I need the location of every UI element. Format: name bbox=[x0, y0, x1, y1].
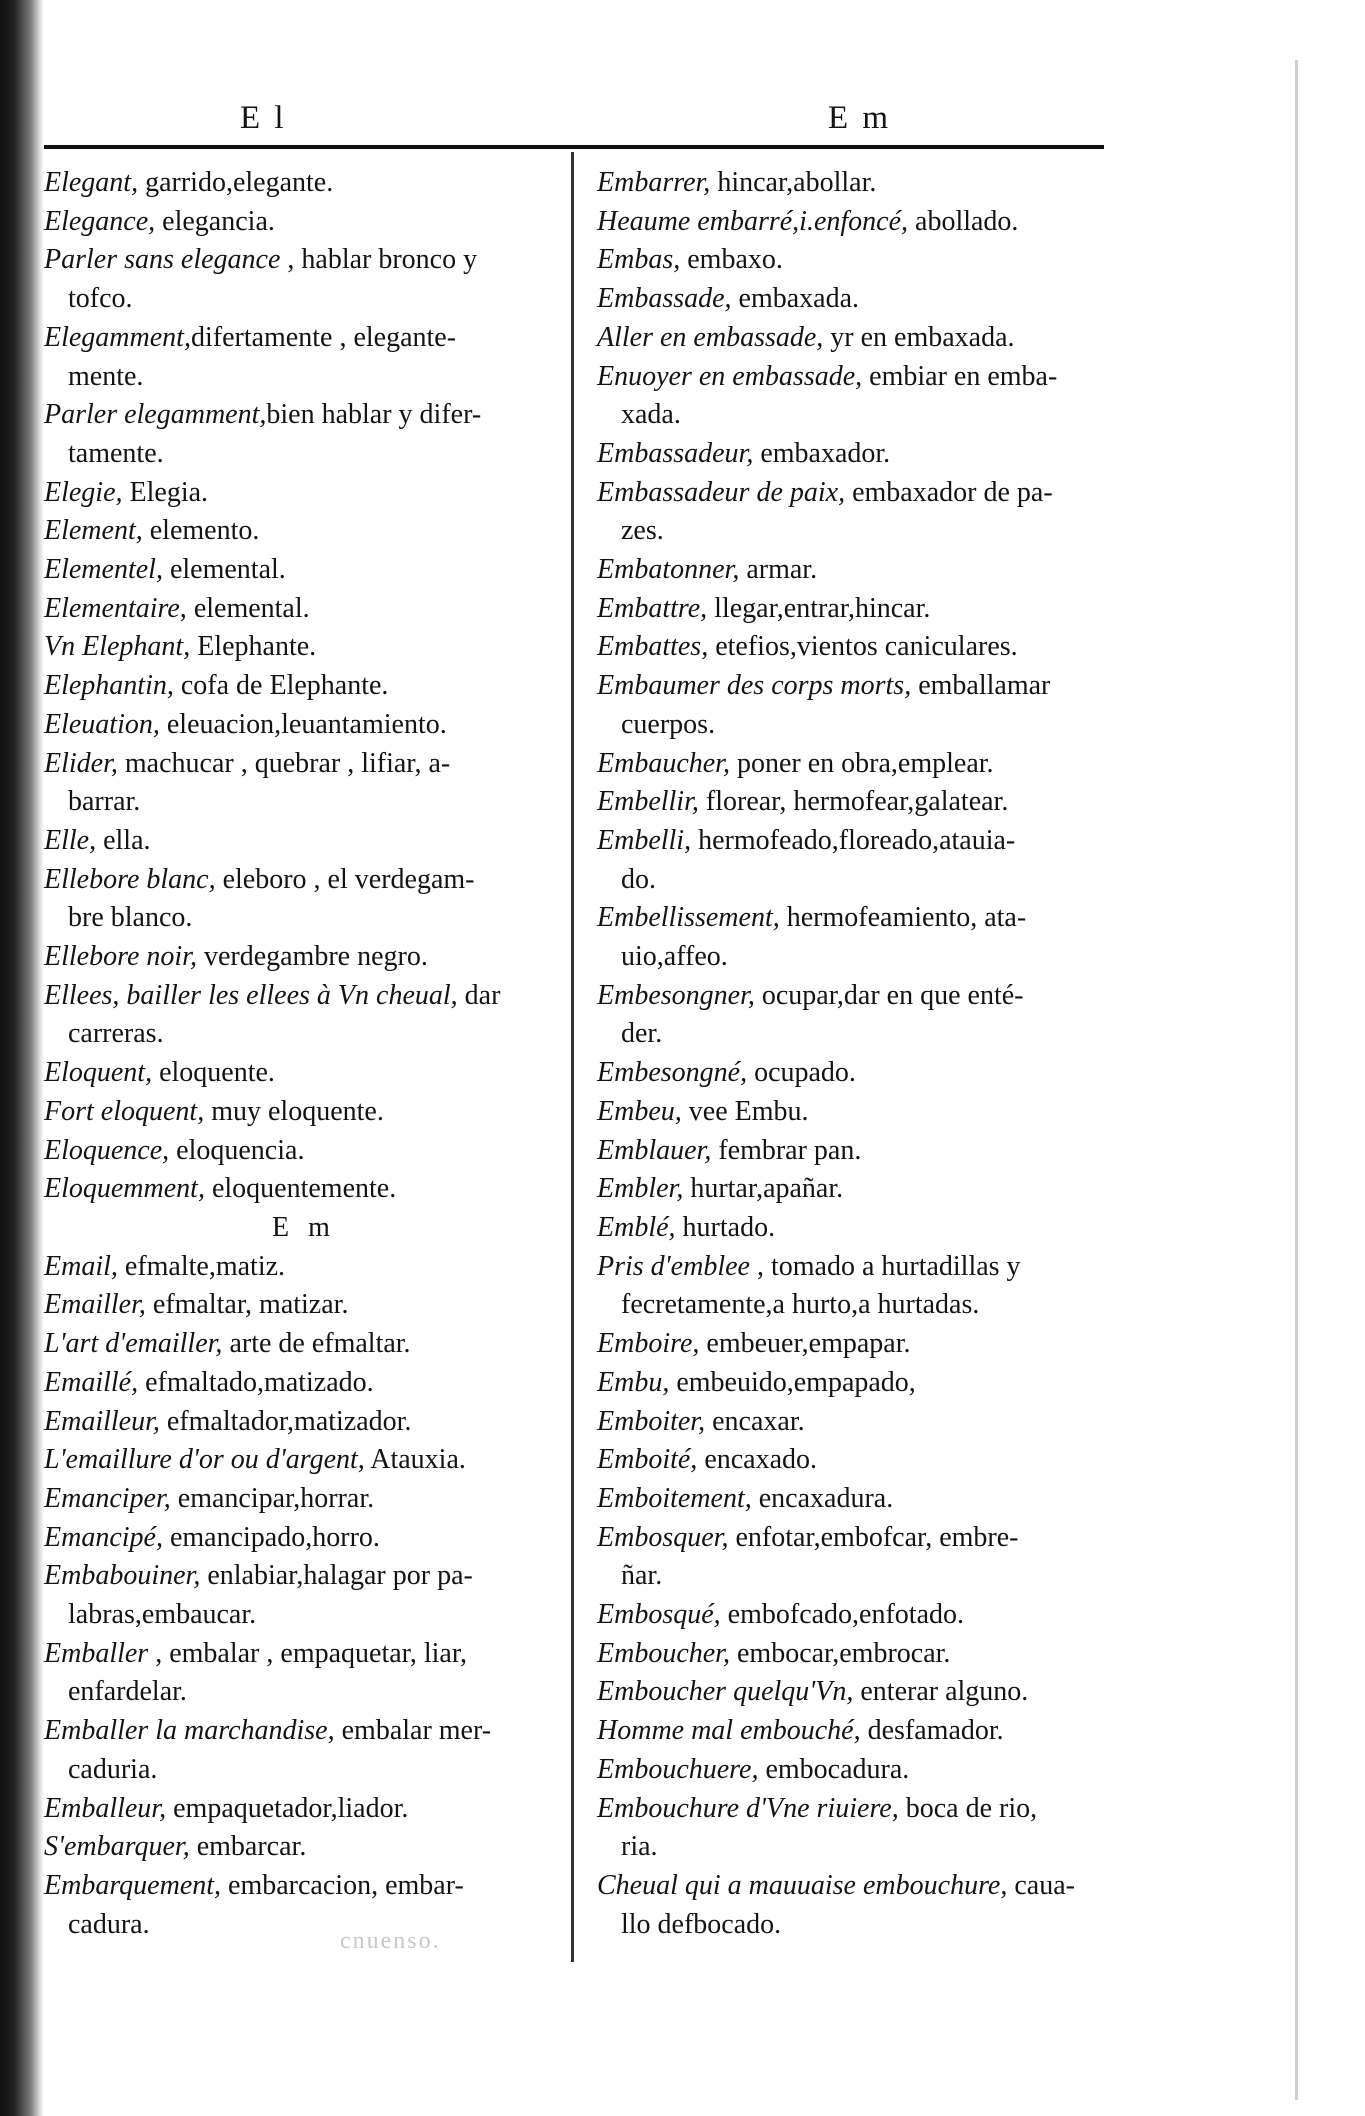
entry-spanish-translation: embaxada. bbox=[731, 283, 860, 315]
entry-french-headword: Element, bbox=[44, 515, 143, 547]
entry-french-headword: Emboité, bbox=[597, 1444, 698, 1476]
dictionary-entry bbox=[44, 1054, 564, 1093]
dictionary-entry bbox=[597, 241, 1142, 280]
entry-french-headword: Embler, bbox=[597, 1173, 684, 1205]
entry-french-headword: Emblauer, bbox=[597, 1134, 712, 1166]
entry-french-headword: Elementaire, bbox=[44, 592, 187, 624]
entry-continuation: cadura. bbox=[68, 1908, 150, 1940]
entry-continuation: uio,affeo. bbox=[621, 941, 728, 973]
bleed-through-text: cnuenso. bbox=[340, 1928, 441, 1954]
entry-french-headword: Embassade, bbox=[597, 283, 732, 315]
entry-french-headword: Elegant, bbox=[44, 167, 139, 198]
dictionary-entry bbox=[597, 783, 1142, 822]
entry-continuation: bre blanco. bbox=[68, 902, 193, 934]
dictionary-entry bbox=[44, 1170, 564, 1209]
dictionary-entry bbox=[44, 628, 564, 667]
entry-spanish-translation: emancipar,horrar. bbox=[170, 1482, 375, 1514]
entry-spanish-translation: difertamente , elegante- bbox=[190, 321, 457, 353]
entry-french-headword: Emancipé, bbox=[44, 1521, 163, 1553]
entry-spanish-translation: embeuer,empapar. bbox=[699, 1328, 911, 1360]
entry-spanish-translation: efmalte,matiz. bbox=[117, 1250, 286, 1282]
entry-continuation: labras,embaucar. bbox=[68, 1599, 257, 1631]
entry-spanish-translation: embeuido,empapado, bbox=[669, 1366, 916, 1398]
dictionary-entry bbox=[44, 396, 564, 473]
dictionary-entry bbox=[597, 1403, 1142, 1442]
entry-french-headword: Embeu, bbox=[597, 1095, 682, 1127]
entry-french-headword: Elegie, bbox=[44, 476, 123, 508]
entry-continuation: barrar. bbox=[68, 786, 141, 818]
entry-french-headword: Eloquence, bbox=[44, 1134, 170, 1166]
entry-french-headword: Eloquemment, bbox=[44, 1173, 205, 1205]
dictionary-entry bbox=[597, 1093, 1142, 1132]
dictionary-entry bbox=[44, 1828, 564, 1867]
entry-french-headword: Emboitement, bbox=[597, 1482, 752, 1514]
dictionary-entry bbox=[44, 512, 564, 551]
dictionary-entry bbox=[597, 628, 1142, 667]
dictionary-entry bbox=[597, 474, 1142, 551]
entry-spanish-translation: dar bbox=[457, 979, 501, 1011]
entry-continuation: der. bbox=[621, 1018, 663, 1050]
dictionary-entry bbox=[597, 1751, 1142, 1790]
entry-spanish-translation: embofcado,enfotado. bbox=[720, 1599, 965, 1631]
dictionary-entry bbox=[44, 1248, 564, 1287]
dictionary-entry bbox=[44, 1480, 564, 1519]
dictionary-entry bbox=[44, 745, 564, 822]
entry-spanish-translation: enterar alguno. bbox=[853, 1676, 1029, 1708]
dictionary-entry bbox=[44, 319, 564, 396]
dictionary-entry bbox=[597, 164, 1142, 203]
entry-french-headword: Ellees, bailler les ellees à Vn cheual, bbox=[44, 979, 458, 1011]
entry-french-headword: Emblé, bbox=[597, 1211, 676, 1243]
entry-french-headword: Enuoyer en embassade, bbox=[597, 360, 863, 392]
entry-french-headword: Embaumer des corps morts, bbox=[597, 670, 912, 702]
running-head-left: E l bbox=[240, 100, 287, 136]
entry-french-headword: Embabouiner, bbox=[44, 1560, 201, 1592]
entry-french-headword: Embosqué, bbox=[597, 1599, 721, 1631]
entry-spanish-translation: poner en obra,emplear. bbox=[729, 747, 994, 779]
entry-french-headword: Fort eloquent, bbox=[44, 1095, 205, 1127]
entry-french-headword: Homme mal embouché, bbox=[597, 1715, 861, 1747]
entry-spanish-translation: hincar,abollar. bbox=[710, 167, 877, 198]
entry-french-headword: Ellebore noir, bbox=[44, 941, 197, 973]
dictionary-entry bbox=[44, 1867, 564, 1944]
entry-spanish-translation: hurtar,apañar. bbox=[683, 1173, 844, 1205]
entry-french-headword: Elle, bbox=[44, 824, 97, 856]
entry-spanish-translation: hermofeamiento, ata- bbox=[779, 902, 1027, 934]
entry-spanish-translation: elemental. bbox=[162, 554, 286, 586]
dictionary-entry bbox=[44, 822, 564, 861]
right-column bbox=[597, 164, 1142, 1944]
dictionary-entry bbox=[597, 551, 1142, 590]
dictionary-entry bbox=[597, 899, 1142, 976]
entry-continuation: fecretamente,a hurto,a hurtadas. bbox=[621, 1289, 980, 1321]
entry-continuation: ria. bbox=[621, 1831, 658, 1863]
entry-french-headword: Aller en embassade, bbox=[597, 321, 824, 353]
dictionary-entry bbox=[44, 1712, 564, 1789]
entry-french-headword: L'emaillure d'or ou d'argent, bbox=[44, 1444, 365, 1476]
entry-spanish-translation: elemento. bbox=[142, 515, 260, 547]
entry-spanish-translation: florear, hermofear,galatear. bbox=[698, 786, 1009, 818]
book-spine-shadow bbox=[0, 0, 44, 2116]
entry-spanish-translation: Elegia. bbox=[122, 476, 209, 508]
entry-french-headword: Embellir, bbox=[597, 786, 699, 818]
entry-spanish-translation: , tomado a hurtadillas y bbox=[749, 1250, 1021, 1282]
dictionary-entry bbox=[44, 1403, 564, 1442]
entry-spanish-translation: embarcar. bbox=[189, 1831, 307, 1863]
entry-french-headword: Emaillé, bbox=[44, 1366, 139, 1398]
dictionary-entry bbox=[44, 1790, 564, 1829]
dictionary-entry bbox=[44, 1093, 564, 1132]
entry-spanish-translation: caua- bbox=[1007, 1869, 1075, 1901]
dictionary-entry bbox=[597, 1170, 1142, 1209]
entry-french-headword: Elider, bbox=[44, 747, 118, 779]
entry-french-headword: Embesongner, bbox=[597, 979, 755, 1011]
entry-spanish-translation: efmaltado,matizado. bbox=[138, 1366, 374, 1398]
entry-spanish-translation: efmaltador,matizador. bbox=[159, 1405, 412, 1437]
dictionary-entry bbox=[44, 241, 564, 318]
entry-continuation: mente. bbox=[68, 360, 144, 392]
dictionary-entry bbox=[44, 590, 564, 629]
column-divider bbox=[571, 152, 574, 1962]
entry-spanish-translation: eloquentemente. bbox=[204, 1173, 397, 1205]
entry-spanish-translation: bien hablar y difer- bbox=[266, 399, 482, 431]
entry-spanish-translation: arte de efmaltar. bbox=[222, 1328, 411, 1360]
entry-french-headword: Elegamment, bbox=[44, 321, 191, 353]
entry-spanish-translation: muy eloquente. bbox=[204, 1095, 384, 1127]
dictionary-entry bbox=[597, 358, 1142, 435]
entry-spanish-translation: elemental. bbox=[186, 592, 310, 624]
entry-french-headword: Elegance, bbox=[44, 205, 156, 237]
dictionary-entry bbox=[597, 1441, 1142, 1480]
dictionary-entry bbox=[44, 1132, 564, 1171]
entry-spanish-translation: embocar,embrocar. bbox=[729, 1637, 951, 1669]
entry-spanish-translation: embaxador de pa- bbox=[845, 476, 1053, 508]
entry-spanish-translation: vee Embu. bbox=[681, 1095, 809, 1127]
entry-spanish-translation: encaxadura. bbox=[751, 1482, 894, 1514]
entry-spanish-translation: yr en embaxada. bbox=[823, 321, 1015, 353]
entry-spanish-translation: , hablar bronco y bbox=[280, 244, 478, 276]
entry-french-headword: Embattre, bbox=[597, 592, 708, 624]
dictionary-entry bbox=[597, 745, 1142, 784]
entry-french-headword: Parler elegamment, bbox=[44, 399, 267, 431]
dictionary-entry bbox=[597, 1519, 1142, 1596]
dictionary-entry bbox=[44, 861, 564, 938]
entry-spanish-translation: Atauxia. bbox=[364, 1444, 466, 1476]
entry-spanish-translation: armar. bbox=[739, 554, 818, 586]
entry-spanish-translation: eleuacion,leuantamiento. bbox=[159, 708, 447, 740]
entry-spanish-translation: embaxador. bbox=[753, 437, 891, 469]
entry-french-headword: Emailleur, bbox=[44, 1405, 160, 1437]
entry-spanish-translation: eloquente. bbox=[152, 1057, 275, 1089]
entry-continuation: zes. bbox=[621, 515, 664, 547]
entry-spanish-translation: desfamador. bbox=[860, 1715, 1004, 1747]
dictionary-entry bbox=[44, 1441, 564, 1480]
entry-french-headword: Vn Elephant, bbox=[44, 631, 191, 663]
entry-french-headword: Embelli, bbox=[597, 824, 692, 856]
entry-french-headword: Emboucher, bbox=[597, 1637, 730, 1669]
entry-continuation: ñar. bbox=[621, 1560, 663, 1592]
entry-french-headword: Emballer la marchandise, bbox=[44, 1715, 335, 1747]
entry-spanish-translation: embocadura. bbox=[758, 1753, 910, 1785]
entry-spanish-translation: hermofeado,floreado,atauia- bbox=[691, 824, 1016, 856]
entry-french-headword: Emballeur, bbox=[44, 1792, 167, 1824]
entry-french-headword: Eloquent, bbox=[44, 1057, 153, 1089]
dictionary-entry bbox=[597, 319, 1142, 358]
entry-spanish-translation: machucar , quebrar , lifiar, a- bbox=[117, 747, 451, 779]
entry-spanish-translation: embarcacion, embar- bbox=[221, 1869, 464, 1901]
entry-spanish-translation: eloquencia. bbox=[169, 1134, 305, 1166]
section-heading: E m bbox=[272, 1211, 336, 1243]
entry-continuation: llo defbocado. bbox=[621, 1908, 782, 1940]
dictionary-entry bbox=[597, 1364, 1142, 1403]
entry-spanish-translation: emballamar bbox=[911, 670, 1051, 702]
entry-spanish-translation: emancipado,horro. bbox=[162, 1521, 380, 1553]
entry-french-headword: L'art d'emailler, bbox=[44, 1328, 223, 1360]
entry-french-headword: Embouchuere, bbox=[597, 1753, 759, 1785]
entry-spanish-translation: , embalar , empaquetar, liar, bbox=[148, 1637, 468, 1669]
entry-spanish-translation: embaxo. bbox=[680, 244, 783, 276]
entry-spanish-translation: enlabiar,halagar por pa- bbox=[200, 1560, 473, 1592]
entry-french-headword: Cheual qui a mauuaise embouchure, bbox=[597, 1869, 1008, 1901]
dictionary-entry bbox=[44, 1364, 564, 1403]
dictionary-entry bbox=[597, 1635, 1142, 1674]
entry-french-headword: Elementel, bbox=[44, 554, 163, 586]
entry-spanish-translation: encaxado. bbox=[697, 1444, 818, 1476]
entry-spanish-translation: verdegambre negro. bbox=[196, 941, 428, 973]
entry-french-headword: Embaucher, bbox=[597, 747, 730, 779]
entry-spanish-translation: embalar mer- bbox=[334, 1715, 492, 1747]
dictionary-entry bbox=[44, 474, 564, 513]
dictionary-entry bbox=[597, 203, 1142, 242]
dictionary-entry bbox=[597, 667, 1142, 744]
dictionary-entry bbox=[44, 938, 564, 977]
entry-french-headword: Embassadeur, bbox=[597, 437, 754, 469]
header-rule bbox=[44, 145, 1104, 149]
dictionary-entry bbox=[597, 977, 1142, 1054]
entry-french-headword: Embas, bbox=[597, 244, 681, 276]
entry-french-headword: Embassadeur de paix, bbox=[597, 476, 846, 508]
entry-french-headword: Heaume embarré,i.enfoncé, bbox=[597, 205, 909, 237]
entry-spanish-translation: llegar,entrar,hincar. bbox=[707, 592, 931, 624]
entry-spanish-translation: embiar en emba- bbox=[862, 360, 1058, 392]
entry-spanish-translation: hurtado. bbox=[675, 1211, 776, 1243]
entry-french-headword: Emanciper, bbox=[44, 1482, 171, 1514]
dictionary-entry bbox=[44, 1286, 564, 1325]
entry-spanish-translation: fembrar pan. bbox=[711, 1134, 862, 1166]
entry-french-headword: Pris d'emblee bbox=[597, 1250, 750, 1282]
entry-french-headword: Emailler, bbox=[44, 1289, 146, 1321]
dictionary-entry bbox=[44, 203, 564, 242]
entry-french-headword: Emboiter, bbox=[597, 1405, 706, 1437]
entry-french-headword: Emboire, bbox=[597, 1328, 700, 1360]
entry-french-headword: S'embarquer, bbox=[44, 1831, 190, 1863]
dictionary-entry bbox=[597, 1248, 1142, 1325]
dictionary-entry bbox=[597, 1209, 1142, 1248]
dictionary-entry bbox=[597, 1054, 1142, 1093]
dictionary-entry bbox=[44, 164, 564, 203]
entry-french-headword: Emboucher quelqu'Vn, bbox=[597, 1676, 854, 1708]
entry-continuation: enfardelar. bbox=[68, 1676, 187, 1708]
entry-spanish-translation: efmaltar, matizar. bbox=[145, 1289, 349, 1321]
entry-french-headword: Embarquement, bbox=[44, 1869, 222, 1901]
entry-french-headword: Embattes, bbox=[597, 631, 709, 663]
dictionary-entry bbox=[597, 280, 1142, 319]
entry-french-headword: Embouchure d'Vne riuiere, bbox=[597, 1792, 899, 1824]
entry-spanish-translation: ocupar,dar en que enté- bbox=[754, 979, 1024, 1011]
dictionary-entry bbox=[597, 1596, 1142, 1635]
entry-spanish-translation: boca de rio, bbox=[898, 1792, 1038, 1824]
dictionary-entry bbox=[44, 706, 564, 745]
dictionary-entry bbox=[44, 1635, 564, 1712]
running-head-right: E m bbox=[828, 100, 892, 136]
entry-french-headword: Emballer bbox=[44, 1637, 149, 1669]
left-column bbox=[44, 164, 564, 1944]
entry-spanish-translation: elegancia. bbox=[155, 205, 275, 237]
dictionary-entry bbox=[44, 1557, 564, 1634]
entry-french-headword: Ellebore blanc, bbox=[44, 863, 216, 895]
entry-spanish-translation: encaxar. bbox=[705, 1405, 805, 1437]
entry-french-headword: Embatonner, bbox=[597, 554, 740, 586]
entry-spanish-translation: enfotar,embofcar, embre- bbox=[728, 1521, 1019, 1553]
entry-french-headword: Embellissement, bbox=[597, 902, 780, 934]
entry-french-headword: Email, bbox=[44, 1250, 118, 1282]
entry-french-headword: Embosquer, bbox=[597, 1521, 729, 1553]
dictionary-entry bbox=[597, 1673, 1142, 1712]
entry-spanish-translation: garrido,elegante. bbox=[138, 167, 334, 198]
entry-spanish-translation: eleboro , el verdegam- bbox=[215, 863, 475, 895]
dictionary-entry bbox=[44, 1325, 564, 1364]
dictionary-entry bbox=[597, 822, 1142, 899]
entry-french-headword: Eleuation, bbox=[44, 708, 160, 740]
entry-continuation: tamente. bbox=[68, 437, 164, 469]
entry-spanish-translation: etefios,vientos caniculares. bbox=[708, 631, 1018, 663]
page-edge bbox=[1295, 60, 1298, 2100]
entry-continuation: tofco. bbox=[68, 283, 133, 315]
entry-spanish-translation: Elephante. bbox=[190, 631, 317, 663]
dictionary-entry bbox=[597, 590, 1142, 629]
entry-spanish-translation: ocupado. bbox=[747, 1057, 856, 1089]
entry-french-headword: Embu, bbox=[597, 1366, 670, 1398]
dictionary-entry bbox=[597, 1712, 1142, 1751]
entry-french-headword: Embarrer, bbox=[597, 167, 711, 198]
dictionary-entry bbox=[597, 1480, 1142, 1519]
dictionary-entry bbox=[44, 667, 564, 706]
dictionary-entry bbox=[44, 551, 564, 590]
entry-continuation: xada. bbox=[621, 399, 681, 431]
entry-french-headword: Elephantin, bbox=[44, 670, 174, 702]
entry-spanish-translation: ella. bbox=[96, 824, 151, 856]
entry-spanish-translation: abollado. bbox=[908, 205, 1019, 237]
entry-spanish-translation: empaquetador,liador. bbox=[166, 1792, 409, 1824]
entry-french-headword: Parler sans elegance bbox=[44, 244, 281, 276]
dictionary-entry bbox=[597, 1790, 1142, 1867]
dictionary-entry bbox=[597, 435, 1142, 474]
entry-french-headword: Embesongné, bbox=[597, 1057, 748, 1089]
entry-continuation: cuerpos. bbox=[621, 708, 716, 740]
entry-continuation: caduria. bbox=[68, 1753, 158, 1785]
dictionary-entry bbox=[597, 1132, 1142, 1171]
entry-spanish-translation: cofa de Elephante. bbox=[173, 670, 389, 702]
dictionary-entry bbox=[44, 1519, 564, 1558]
entry-continuation: carreras. bbox=[68, 1018, 164, 1050]
dictionary-entry bbox=[597, 1867, 1142, 1944]
dictionary-entry bbox=[44, 977, 564, 1054]
dictionary-entry bbox=[597, 1325, 1142, 1364]
entry-continuation: do. bbox=[621, 863, 656, 895]
